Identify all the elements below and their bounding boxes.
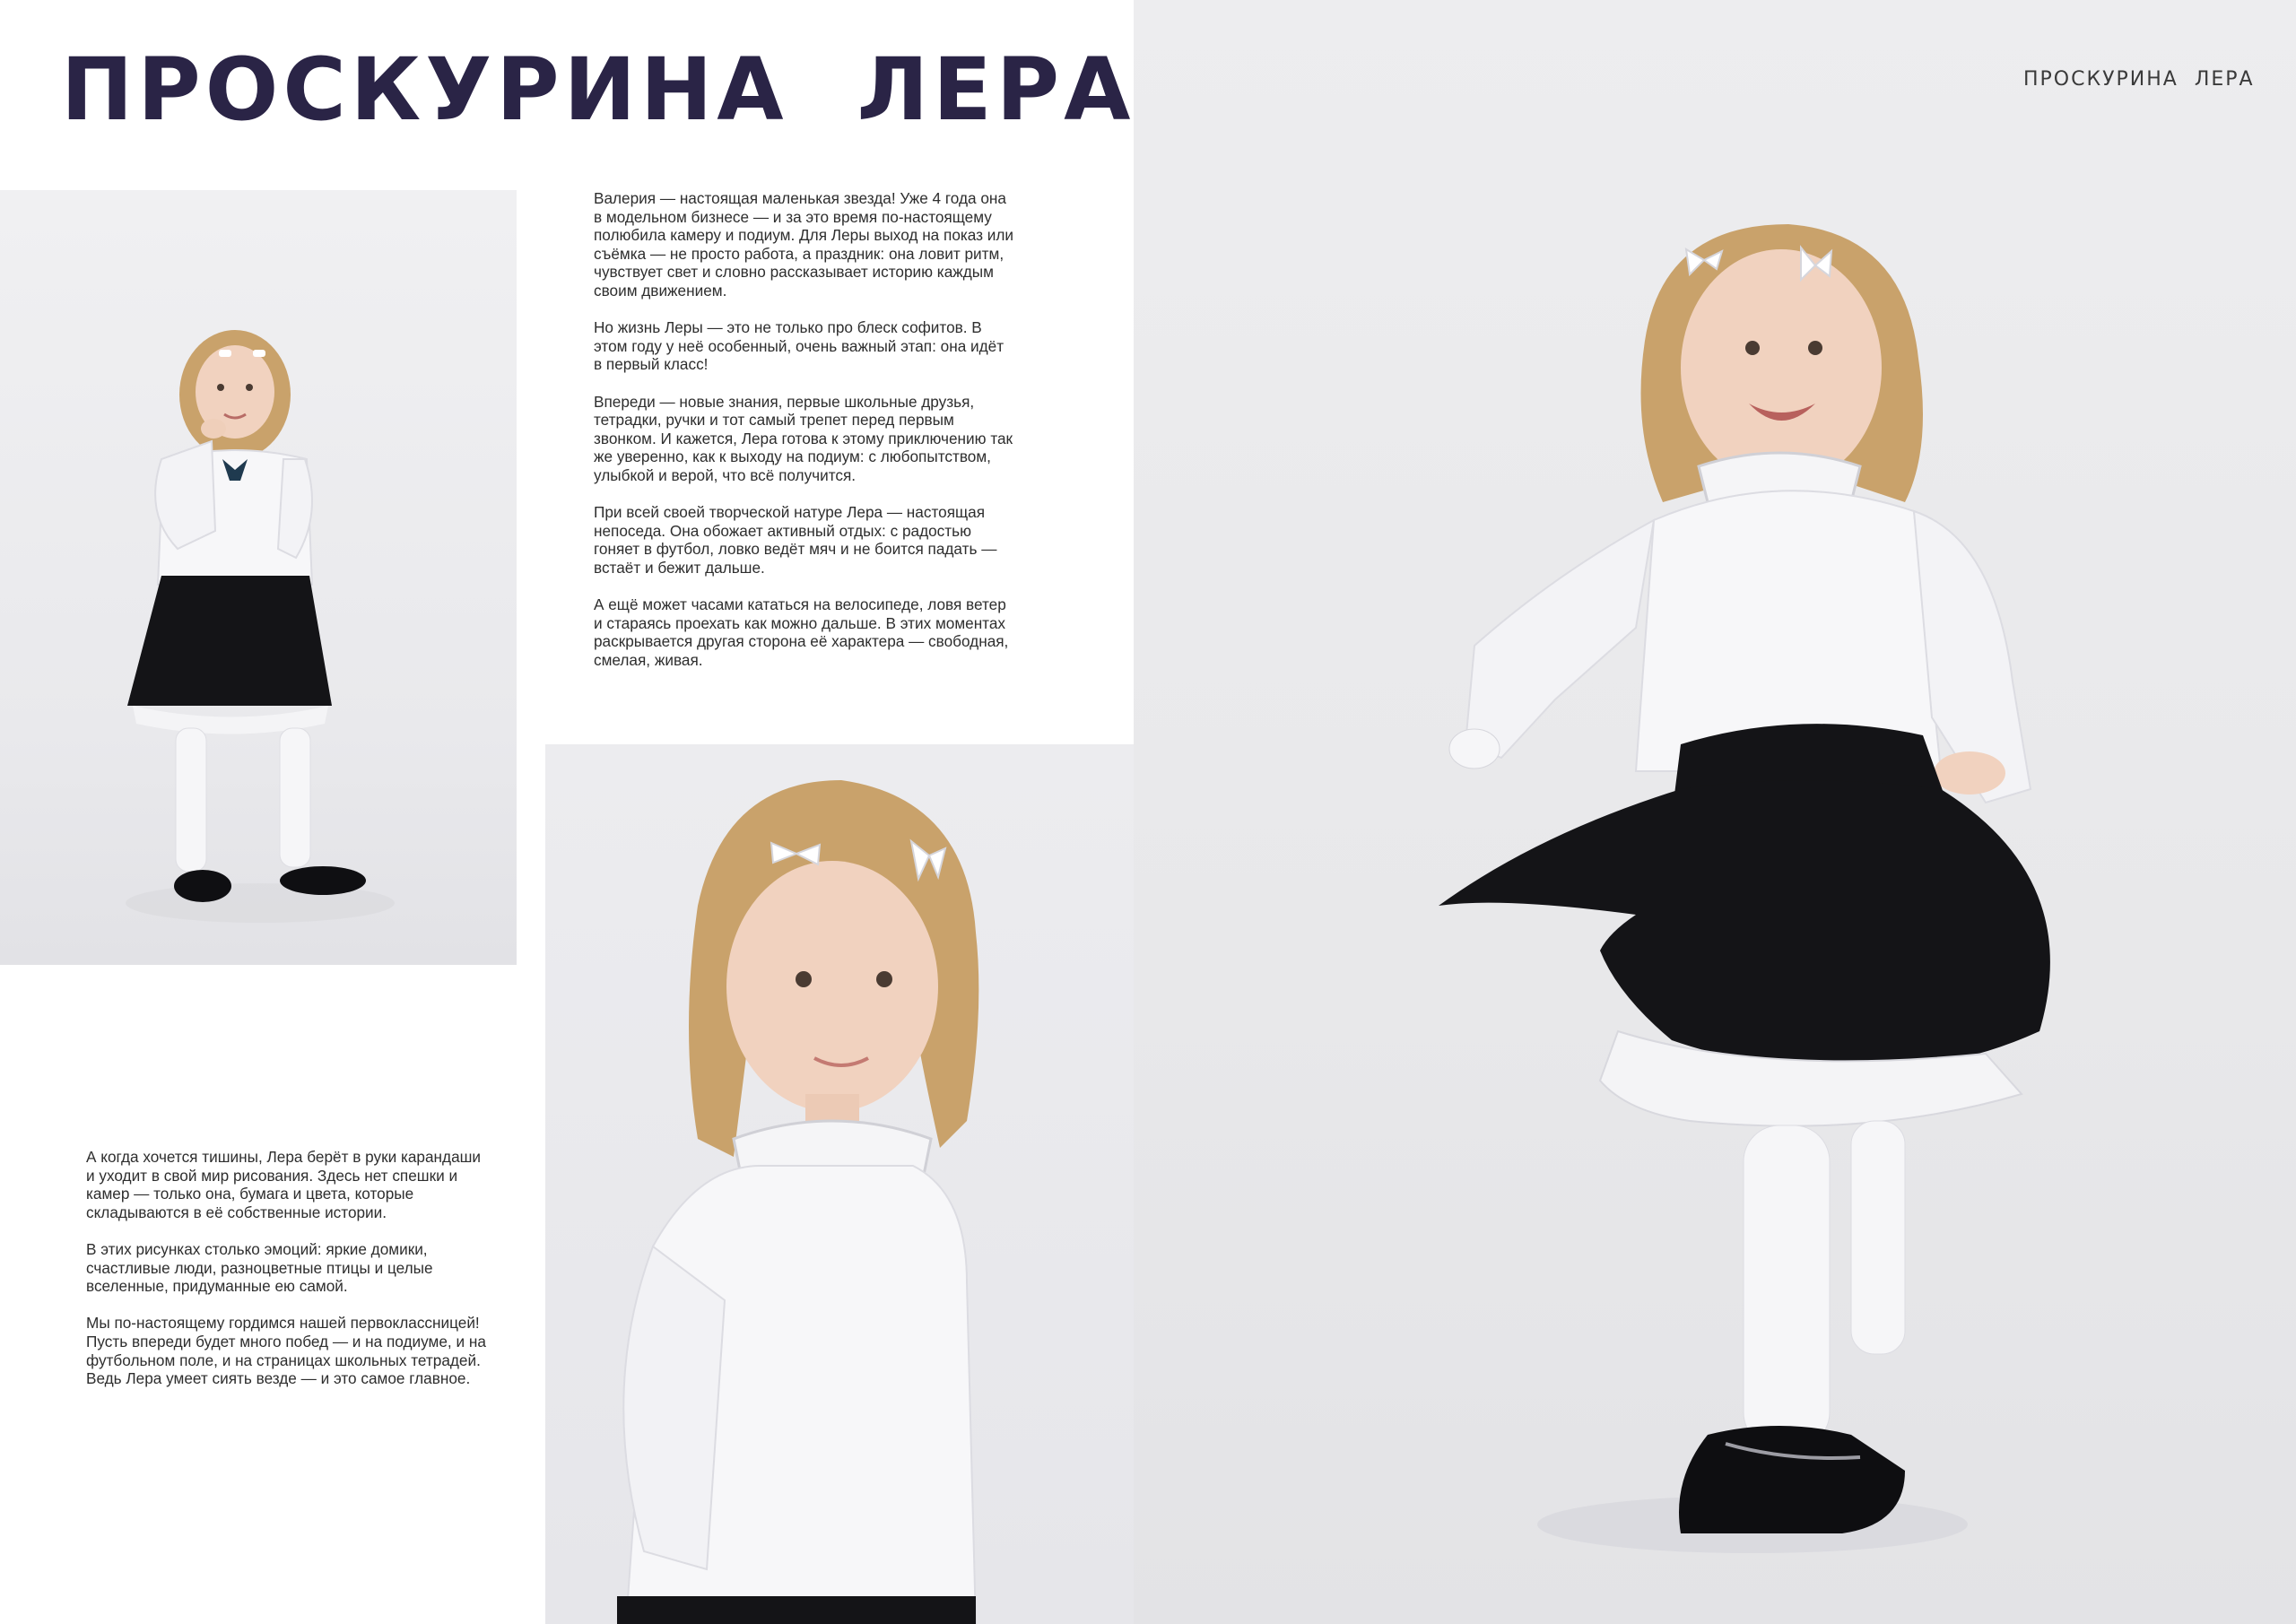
photo-1-illustration [0, 190, 517, 965]
paragraph-8: Мы по-настоящему гордимся нашей первоклассницей! Пусть впереди будет много побед — и на подиуме, и на футбольном поле, и на страницах школьных тетрадей. Ведь Лера умеет сиять везде — и это самое главное. [86, 1314, 486, 1388]
paragraph-7: В этих рисунках столько эмоций: яркие домики, счастливые люди, разноцветные птицы и целые вселенные, придуманные ею самой. [86, 1239, 433, 1296]
header-running-title: ПРОСКУРИНА ЛЕРА [2023, 68, 2255, 91]
biography-text-top [594, 189, 1015, 688]
photo-2-illustration [545, 744, 1134, 1624]
paragraph-5: А ещё может часами кататься на велосипеде, ловя ветер и стараясь проехать как можно дальше. В этих моментах раскрывается другая сторона её характера — свободная, смелая, живая. [594, 595, 1009, 669]
paragraph-6: А когда хочется тишины, Лера берёт в руки карандаши и уходит в свой мир рисования. Здесь нет спешки и камер — только она, бумага и цвета, которые складываются в её собственные истории. [86, 1148, 482, 1221]
paragraph-1: Валерия — настоящая маленькая звезда! Уже 4 года она в модельном бизнесе — и за это время по-настоящему полюбила камеру и подиум. Для Леры выход на показ или съёмка — не просто работа, а праздник: она ловит ритм, чувствует свет и словно рассказывает историю каждым своим движением. [594, 189, 1014, 300]
biography-text-bottom [86, 1148, 490, 1406]
paragraph-4: При всей своей творческой натуре Лера — настоящая непоседа. Она обожает активный отдых: с радостью гоняет в футбол, ловко ведёт мяч и не боится падать — встаёт и бежит дальше. [594, 503, 997, 577]
photo-full-length-standing [0, 190, 517, 965]
paragraph-2: Но жизнь Леры — это не только про блеск софитов. В этом году у неё особенный, очень важный этап: она идёт в первый класс! [594, 318, 1004, 374]
photo-twirling-main [1134, 0, 2296, 1624]
photo-3-illustration [1134, 0, 2296, 1624]
photo-portrait-closeup [545, 744, 1134, 1624]
page-title: ПРОСКУРИНА ЛЕРА [61, 39, 1135, 140]
paragraph-3: Впереди — новые знания, первые школьные друзья, тетрадки, ручки и тот самый трепет перед первым звонком. И кажется, Лера готова к этому приключению так же уверенно, как к выходу на подиум: с любопытством, улыбкой и верой, что всё получится. [594, 392, 1013, 484]
